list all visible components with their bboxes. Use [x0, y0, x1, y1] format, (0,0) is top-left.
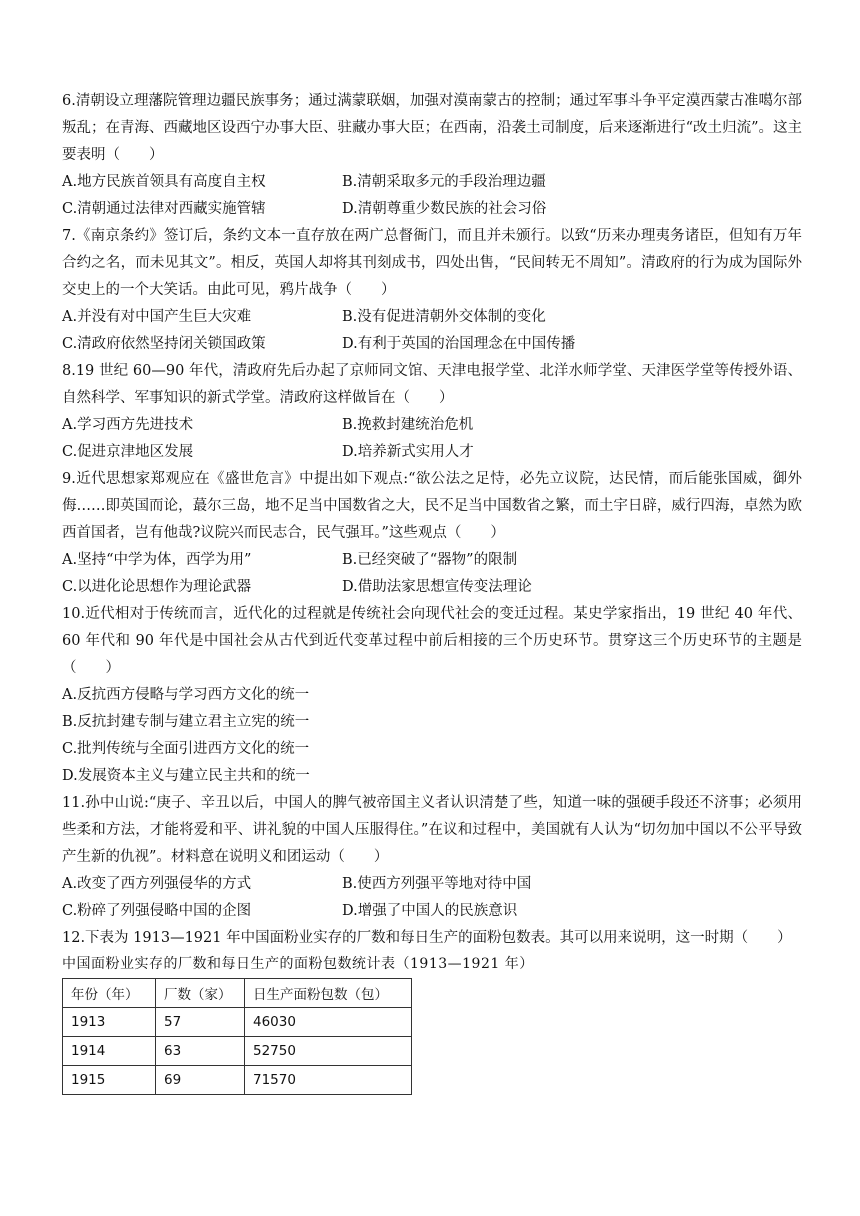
table-row — [63, 1066, 412, 1095]
question-12 — [62, 925, 802, 1095]
question-stem: 7.《南京条约》签订后，条约文本一直存放在两广总督衙门，而且并未颁行。以致“历来办理夷务诸臣，但知有万年合约之名，而未见其文”。相反，英国人却将其刊刻成书，四处出售，“民间转无不周知”。清政府的行为成为国际外交史上的一个大笑话。由此可见，鸦片战争（ ） — [62, 228, 802, 298]
options-grid — [62, 412, 802, 466]
options-grid — [62, 871, 802, 925]
question-10 — [62, 601, 802, 790]
cell-year: 1914 — [63, 1037, 156, 1066]
option-a: A.学习西方先进技术 — [62, 417, 194, 433]
options-grid — [62, 304, 802, 358]
option-c: C.以进化论思想作为理论武器 — [62, 579, 252, 595]
flour-industry-table — [62, 978, 412, 1095]
option-d: D.增强了中国人的民族意识 — [342, 903, 518, 919]
option-a: A.反抗西方侵略与学习西方文化的统一 — [62, 687, 310, 703]
question-8 — [62, 358, 802, 466]
question-stem: 10.近代相对于传统而言，近代化的过程就是传统社会向现代社会的变迁过程。某史学家指出，19 世纪 40 年代、60 年代和 90 年代是中国社会从古代到近代变革过程中前后相接的三个历史环节。贯穿这三个历史环节的主题是（ ） — [62, 606, 802, 676]
cell-daily-output: 71570 — [245, 1066, 412, 1095]
table-caption: 中国面粉业实存的厂数和每日生产的面粉包数统计表（1913—1921 年） — [62, 956, 534, 972]
option-b: B.反抗封建专制与建立君主立宪的统一 — [62, 714, 310, 730]
header-factories: 厂数（家） — [156, 979, 245, 1008]
cell-year: 1913 — [63, 1008, 156, 1037]
question-11 — [62, 790, 802, 925]
cell-factories: 69 — [156, 1066, 245, 1095]
option-a: A.并没有对中国产生巨大灾难 — [62, 309, 252, 325]
option-c: C.粉碎了列强侵略中国的企图 — [62, 903, 252, 919]
option-d: D.培养新式实用人才 — [342, 444, 474, 460]
cell-year: 1915 — [63, 1066, 156, 1095]
table-header-row — [63, 979, 412, 1008]
option-d: D.发展资本主义与建立民主共和的统一 — [62, 768, 310, 784]
options-grid — [62, 169, 802, 223]
option-d: D.借助法家思想宣传变法理论 — [342, 579, 532, 595]
option-b: B.挽救封建统治危机 — [342, 417, 474, 433]
question-stem: 6.清朝设立理藩院管理边疆民族事务；通过满蒙联姻，加强对漠南蒙古的控制；通过军事斗争平定漠西蒙古准噶尔部叛乱；在青海、西藏地区设西宁办事大臣、驻藏办事大臣；在西南，沿袭土司制度，后来逐渐进行“改土归流”。这主要表明（ ） — [62, 93, 802, 163]
header-year: 年份（年） — [63, 979, 156, 1008]
option-c: C.促进京津地区发展 — [62, 444, 194, 460]
question-stem: 9.近代思想家郑观应在《盛世危言》中提出如下观点:“欲公法之足恃，必先立议院，达民情，而后能张国威，御外侮……即英国而论，蕞尔三岛，地不足当中国数省之大，民不足当中国数省之繁，而土宇日辟，威行四海，卓然为欧西首国者，岂有他哉?议院兴而民志合，民气强耳。”这些观点（ ） — [62, 471, 802, 541]
question-stem: 12.下表为 1913—1921 年中国面粉业实存的厂数和每日生产的面粉包数表。其可以用来说明，这一时期（ ） — [62, 930, 792, 946]
question-stem: 11.孙中山说:“庚子、辛丑以后，中国人的脾气被帝国主义者认识清楚了些，知道一味的强硬手段还不济事；必须用些柔和方法，才能将爱和平、讲礼貌的中国人压服得住。”在议和过程中，美国就有人认为“切勿加中国以不公平导致产生新的仇视”。材料意在说明义和团运动（ ） — [62, 795, 802, 865]
option-a: A.坚持“中学为体，西学为用” — [62, 552, 252, 568]
option-c: C.清政府依然坚持闭关锁国政策 — [62, 336, 266, 352]
question-6 — [62, 88, 802, 223]
option-a: A.地方民族首领具有高度自主权 — [62, 174, 266, 190]
cell-factories: 63 — [156, 1037, 245, 1066]
table-row — [63, 1037, 412, 1066]
cell-daily-output: 46030 — [245, 1008, 412, 1037]
cell-factories: 57 — [156, 1008, 245, 1037]
option-b: B.已经突破了“器物”的限制 — [342, 552, 518, 568]
question-7 — [62, 223, 802, 358]
header-daily-output: 日生产面粉包数（包） — [245, 979, 412, 1008]
question-9 — [62, 466, 802, 601]
option-b: B.清朝采取多元的手段治理边疆 — [342, 174, 546, 190]
question-stem: 8.19 世纪 60—90 年代，清政府先后办起了京师同文馆、天津电报学堂、北洋水师学堂、天津医学堂等传授外语、自然科学、军事知识的新式学堂。清政府这样做旨在（ ） — [62, 363, 802, 406]
cell-daily-output: 52750 — [245, 1037, 412, 1066]
option-c: C.清朝通过法律对西藏实施管辖 — [62, 201, 266, 217]
table-row — [63, 1008, 412, 1037]
exam-page — [62, 88, 802, 1095]
option-b: B.没有促进清朝外交体制的变化 — [342, 309, 546, 325]
option-d: D.清朝尊重少数民族的社会习俗 — [342, 201, 547, 217]
option-b: B.使西方列强平等地对待中国 — [342, 876, 532, 892]
options-grid — [62, 547, 802, 601]
option-c: C.批判传统与全面引进西方文化的统一 — [62, 741, 310, 757]
option-a: A.改变了西方列强侵华的方式 — [62, 876, 252, 892]
option-d: D.有利于英国的治国理念在中国传播 — [342, 336, 576, 352]
